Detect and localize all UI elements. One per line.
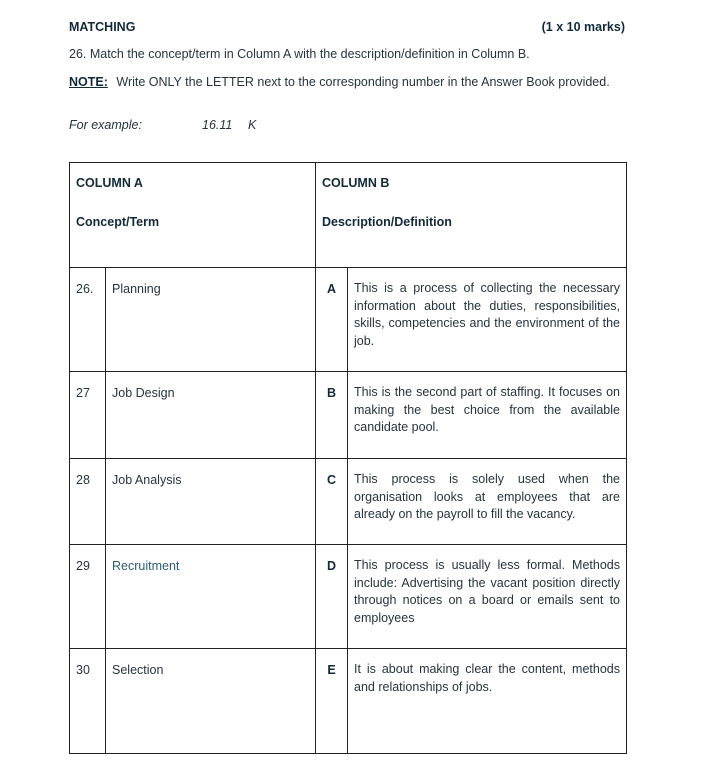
example-letter: K <box>248 118 257 132</box>
row-term: Planning <box>106 268 316 372</box>
marks-label: (1 x 10 marks) <box>541 20 625 34</box>
row-letter: E <box>316 649 348 754</box>
row-number: 29 <box>70 545 106 649</box>
table-row <box>70 372 627 459</box>
column-b-subtitle: Description/Definition <box>322 215 452 229</box>
row-description: This process is usually less formal. Methods include: Advertising the vacant position directly through notices on a board or emails sent to employees <box>348 545 627 649</box>
column-b-title: COLUMN B <box>322 176 390 190</box>
row-letter: A <box>316 268 348 372</box>
row-term: Recruitment <box>106 545 316 649</box>
column-a-header <box>70 163 316 268</box>
row-number: 30 <box>70 649 106 754</box>
row-number: 27 <box>70 372 106 459</box>
question-text: 26. Match the concept/term in Column A with the description/definition in Column B. <box>69 47 530 61</box>
section-title: MATCHING <box>69 20 136 34</box>
section-header <box>69 20 625 34</box>
row-description: It is about making clear the content, methods and relationships of jobs. <box>348 649 627 754</box>
row-description: This is a process of collecting the necessary information about the duties, responsibilities, skills, competencies and the environment of the job. <box>348 268 627 372</box>
note-text: Write ONLY the LETTER next to the corresponding number in the Answer Book provided. <box>116 75 610 89</box>
row-term: Job Design <box>106 372 316 459</box>
row-number: 28 <box>70 459 106 545</box>
matching-table <box>69 162 627 754</box>
column-b-header <box>316 163 627 268</box>
note-paragraph <box>69 74 627 91</box>
table-row <box>70 545 627 649</box>
table-header-row <box>70 163 627 268</box>
row-term: Selection <box>106 649 316 754</box>
example-line <box>69 118 257 132</box>
note-label: NOTE: <box>69 75 108 89</box>
table-row <box>70 459 627 545</box>
row-description: This process is solely used when the organisation looks at employees that are already on the payroll to fill the vacancy. <box>348 459 627 545</box>
row-letter: B <box>316 372 348 459</box>
row-letter: D <box>316 545 348 649</box>
example-label: For example: <box>69 118 142 132</box>
example-number: 16.11 <box>202 118 233 132</box>
row-number: 26. <box>70 268 106 372</box>
column-a-subtitle: Concept/Term <box>76 215 160 229</box>
row-description: This is the second part of staffing. It focuses on making the best choice from the available candidate pool. <box>348 372 627 459</box>
row-letter: C <box>316 459 348 545</box>
row-term: Job Analysis <box>106 459 316 545</box>
column-a-title: COLUMN A <box>76 176 143 190</box>
table-row <box>70 268 627 372</box>
table-row <box>70 649 627 754</box>
